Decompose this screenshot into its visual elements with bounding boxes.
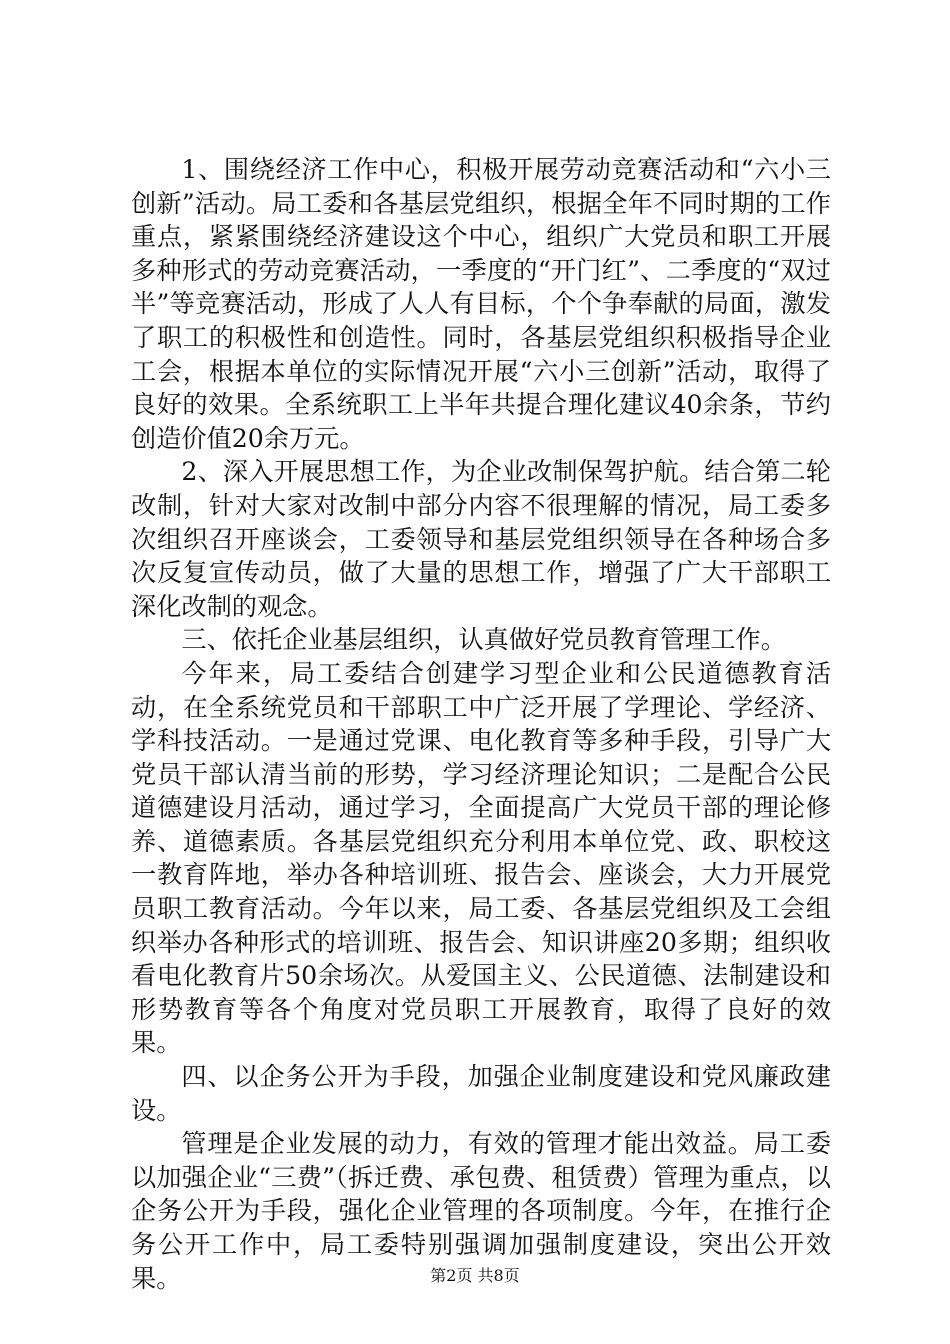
page-number-footer: 第2页 共8页 [430,1266,520,1285]
paragraph-management: 管理是企业发展的动力，有效的管理才能出效益。局工委以加强企业“三费”（拆迁费、承包费、租赁费）管理为重点，以企务公开为手段，强化企业管理的各项制度。今年，在推行企务公开工作中，局工委特别强调加强制度建设，突出公开效果。 [131,1129,831,1293]
paragraph-labor-competition: 1、围绕经济工作中心，积极开展劳动竞赛活动和“六小三创新”活动。局工委和各基层党组织，根据全年不同时期的工作重点，紧紧围绕经济建设这个中心，组织广大党员和职工开展多种形式的劳动竞赛活动，一季度的“开门红”、二季度的“双过半”等竞赛活动，形成了人人有目标，个个争奉献的局面，激发了职工的积极性和创造性。同时，各基层党组织积极指导企业工会，根据本单位的实际情况开展“六小三创新”活动，取得了良好的效果。全系统职工上半年共提合理化建议40余条，节约创造价值20余万元。 [131,155,831,453]
heading-section-four: 四、以企务公开为手段，加强企业制度建设和党风廉政建设。 [131,1062,831,1125]
paragraph-party-education: 今年来，局工委结合创建学习型企业和公民道德教育活动，在全系统党员和干部职工中广泛开展了学理论、学经济、学科技活动。一是通过党课、电化教育等多种手段，引导广大党员干部认清当前的形势，学习经济理论知识；二是配合公民道德建设月活动，通过学习，全面提高广大党员干部的理论修养、道德素质。各基层党组织充分利用本单位党、政、职校这一教育阵地，举办各种培训班、报告会、座谈会，大力开展党员职工教育活动。今年以来，局工委、各基层党组织及工会组织举办各种形式的培训班、报告会、知识讲座20多期；组织收看电化教育片50余场次。从爱国主义、公民道德、法制建设和形势教育等各个角度对党员职工开展教育，取得了良好的效果。 [131,658,831,1058]
document-body [131,153,831,1295]
heading-section-three: 三、依托企业基层组织，认真做好党员教育管理工作。 [181,625,786,655]
paragraph-ideological-work: 2、深入开展思想工作，为企业改制保驾护航。结合第二轮改制，针对大家对改制中部分内容不很理解的情况，局工委多次组织召开座谈会，工委领导和基层党组织领导在各种场合多次反复宣传动员，做了大量的思想工作，增强了广大干部职工深化改制的观念。 [131,457,831,621]
